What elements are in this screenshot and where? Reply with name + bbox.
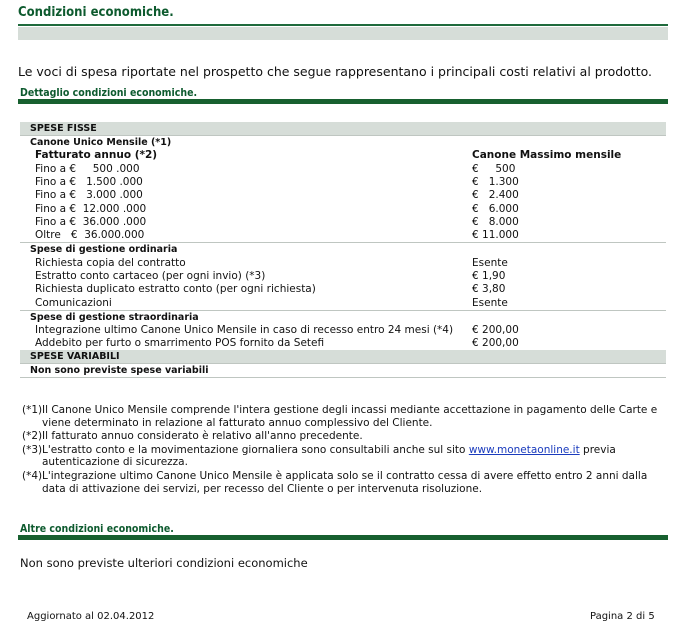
page-title: Condizioni economiche.	[18, 5, 174, 20]
canone-heading: Canone Unico Mensile (*1)	[20, 136, 666, 150]
details-title: Dettaglio condizioni economiche.	[20, 87, 198, 99]
monetaonline-link[interactable]: www.monetaonline.it	[468, 443, 580, 456]
variable-costs-heading: SPESE VARIABILI	[20, 350, 666, 364]
table-row: Comunicazioni Esente	[35, 296, 508, 309]
table-row: Addebito per furto o smarrimento POS fornito da Setefi € 200,00	[35, 337, 519, 350]
other-conditions-rule	[18, 535, 668, 540]
table-row: Fino a € 12.000 .000 € 6.000	[35, 202, 519, 215]
ordinary-costs-heading: Spese di gestione ordinaria	[20, 243, 666, 257]
table-row: Oltre € 36.000.000 € 11.000	[35, 229, 519, 242]
footnote-3: (*3) L'estratto conto e la movimentazione giornaliera sono consultabili anche sul sito www.monetaonline.it previa autenticazione di sicurezza.	[22, 443, 616, 469]
footer-updated: Aggiornato al 02.04.2012	[27, 611, 155, 622]
other-conditions-text: Non sono previste ulteriori condizioni economiche	[20, 556, 308, 570]
variable-costs-text: Non sono previste spese variabili	[20, 364, 666, 378]
table-row: Fino a € 36.000 .000 € 8.000	[35, 216, 519, 229]
footnote-2: (*2) Il fatturato annuo considerato è relativo all'anno precedente.	[22, 430, 363, 443]
other-conditions-title: Altre condizioni economiche.	[20, 523, 174, 535]
title-underline	[18, 24, 668, 26]
table-row: Estratto conto cartaceo (per ogni invio) (*3) € 1,90	[35, 269, 506, 282]
table-row: Fino a € 1.500 .000 € 1.300	[35, 175, 519, 188]
footer-page-number: Pagina 2 di 5	[590, 611, 655, 622]
table-row: Integrazione ultimo Canone Unico Mensile in caso di recesso entro 24 mesi (*4) € 200,00	[35, 323, 519, 336]
col-canone: Canone Massimo mensile	[472, 149, 622, 162]
table-row: Richiesta duplicato estratto conto (per ogni richiesta) € 3,80	[35, 283, 506, 296]
col-fatturato: Fatturato annuo (*2)	[35, 149, 158, 162]
fixed-costs-heading: SPESE FISSE	[20, 122, 666, 136]
footnote-4: (*4) L'integrazione ultimo Canone Unico Mensile è applicata solo se il contratto cessa di avere effetto entro 2 anni dalla data di attivazione dei servizi, per recesso del Cliente o per intervenuta risoluzione.	[22, 469, 648, 495]
extraordinary-costs-heading: Spese di gestione straordinaria	[20, 310, 666, 324]
table-row: Fino a € 3.000 .000 € 2.400	[35, 189, 519, 202]
footnote-1: (*1) Il Canone Unico Mensile comprende l'intera gestione degli incassi mediante accettazione in pagamento delle Carte e viene determinato in relazione al fatturato annuo complessivo del Cliente.	[22, 404, 658, 429]
intro-text: Le voci di spesa riportate nel prospetto che segue rappresentano i principali costi relativi al prodotto.	[18, 64, 652, 79]
footnotes	[22, 404, 662, 496]
details-rule	[18, 99, 668, 104]
conditions-table	[20, 122, 666, 378]
table-row: Richiesta copia del contratto Esente	[35, 256, 508, 269]
table-row: Fino a € 500 .000 € 500	[35, 162, 516, 175]
header-band	[18, 27, 668, 40]
